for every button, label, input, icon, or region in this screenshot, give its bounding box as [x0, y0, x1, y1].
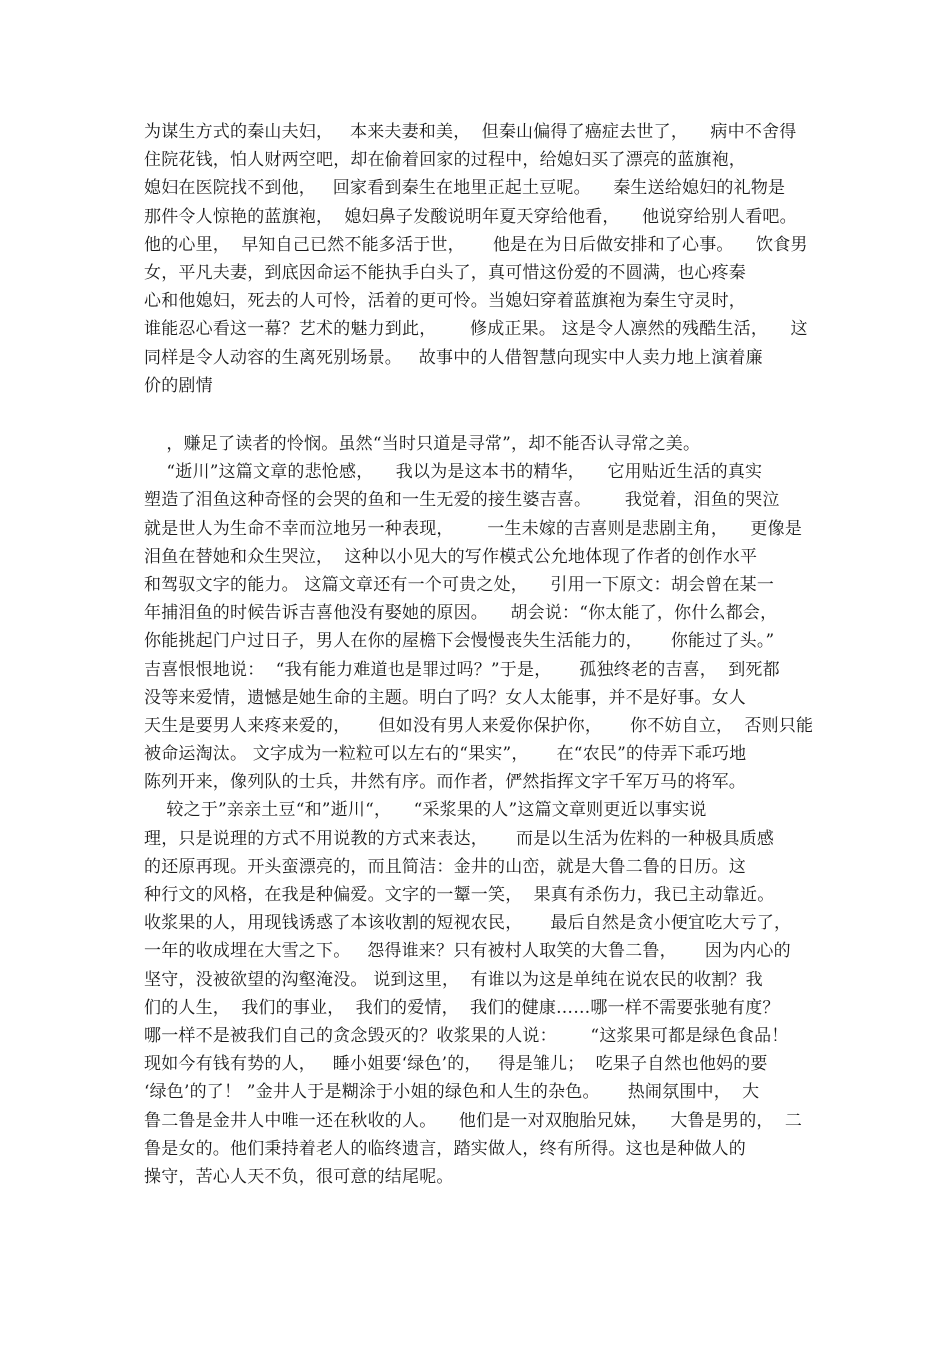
text-line: 年捕泪鱼的时候告诉吉喜他没有娶她的原因。 胡会说：“你太能了，你什么都会， [144, 603, 778, 624]
text-line: 为谋生方式的秦山夫妇， 本来夫妻和美， 但秦山偏得了癌症去世了， 病中不舍得 [144, 122, 797, 142]
paragraph-block-2 [144, 430, 824, 1191]
text-line: 住院花钱，怕人财两空吧，却在偷着回家的过程中，给媳妇买了漂亮的蓝旗袍， [144, 150, 746, 171]
text-line: 操守，苦心人天不负，很可意的结尾呢。 [144, 1166, 454, 1187]
text-line: 那件令人惊艳的蓝旗袍， 媳妇鼻子发酸说明年夏天穿给他看， 他说穿给别人看吧。 [144, 206, 797, 227]
text-line: 和驾驭文字的能力。 这篇文章还有一个可贵之处， 引用一下原文：胡会曾在某一 [144, 574, 775, 595]
text-line: 吉喜恨恨地说： “我有能力难道也是罪过吗？”于是， 孤独终老的吉喜， 到死都 [144, 659, 780, 680]
text-line: 鲁是女的。他们秉持着老人的临终遗言，踏实做人，终有所得。这也是种做人的 [144, 1138, 746, 1159]
text-line: 坚守，没被欲望的沟壑淹没。 说到这里， 有谁以为这是单纯在说农民的收割？我 [144, 969, 763, 990]
text-line: 媳妇在医院找不到他， 回家看到秦生在地里正起土豆呢。 秦生送给媳妇的礼物是 [144, 178, 786, 199]
text-line: 同样是令人动容的生离死别场景。 故事中的人借智慧向现实中人卖力地上演着廉 [144, 347, 763, 368]
text-line: 你能挑起门户过日子，男人在你的屋檐下会慢慢丧失生活能力的， 你能过了头。” [144, 631, 775, 652]
text-line: 陈列开来，像列队的士兵，井然有序。而作者，俨然指挥文字千军万马的将军。 [144, 772, 746, 793]
text-line: 一年的收成埋在大雪之下。 怨得谁来？只有被村人取笑的大鲁二鲁， 因为内心的 [144, 941, 791, 962]
text-line: ‘绿色’的了！ ”金井人于是糊涂于小姐的绿色和人生的杂色。 热闹氛围中， 大 [144, 1082, 760, 1103]
text-line: 较之于”亲亲土豆“和”逝川“， “采浆果的人”这篇文章则更近以事实说 [144, 800, 707, 821]
text-line: 现如今有钱有势的人， 睡小姐要‘绿色’的， 得是雏儿； 吃果子自然也他妈的要 [144, 1054, 768, 1075]
text-line: ，赚足了读者的怜悯。虽然“当时只道是寻常”，却不能否认寻常之美。 [144, 434, 701, 454]
text-line: 的还原再现。开头蛮漂亮的，而且简洁：金井的山峦，就是大鲁二鲁的日历。这 [144, 856, 746, 877]
text-line: 天生是要男人来疼来爱的， 但如没有男人来爱你保护你， 你不妨自立， 否则只能 [144, 715, 814, 736]
text-line: 心和他媳妇，死去的人可怜，活着的更可怜。当媳妇穿着蓝旗袍为秦生守灵时， [144, 291, 746, 312]
text-line: 理，只是说理的方式不用说教的方式来表达， 而是以生活为佐料的一种极具质感 [144, 828, 775, 849]
text-line: 鲁二鲁是金井人中唯一还在秋收的人。 他们是一对双胞胎兄妹， 大鲁是男的， 二 [144, 1110, 803, 1131]
paragraph-block-1 [144, 118, 824, 400]
text-line: 种行文的风格，在我是种偏爱。文字的一颦一笑， 果真有杀伤力，我已主动靠近。 [144, 885, 775, 905]
text-line: 他的心里， 早知自己已然不能多活于世， 他是在为日后做安排和了心事。 饮食男 [144, 234, 808, 255]
text-line: 谁能忍心看这一幕？艺术的魅力到此， 修成正果。 这是令人凛然的残酷生活， 这 [144, 319, 808, 340]
text-line: 女，平凡夫妻，到底因命运不能执手白头了，真可惜这份爱的不圆满，也心疼秦 [144, 262, 746, 283]
text-line: 泪鱼在替她和众生哭泣， 这种以小见大的写作模式公允地体现了作者的创作水平 [144, 546, 758, 567]
text-line: “逝川”这篇文章的悲怆感， 我以为是这本书的精华， 它用贴近生活的真实 [144, 462, 763, 483]
text-line: 哪一样不是被我们自己的贪念毁灭的？收浆果的人说： “这浆果可都是绿色食品！ [144, 1025, 789, 1046]
text-line: 价的剧情 [144, 375, 213, 396]
text-line: 塑造了泪鱼这种奇怪的会哭的鱼和一生无爱的接生婆吉喜。 我觉着，泪鱼的哭泣 [144, 490, 780, 511]
text-line: 被命运淘汰。 文字成为一粒粒可以左右的“果实”， 在“农民”的侍弄下乖巧地 [144, 744, 747, 765]
text-line: 就是世人为生命不幸而泣地另一种表现， 一生未嫁的吉喜则是悲剧主角， 更像是 [144, 518, 803, 539]
text-line: 没等来爱情，遗憾是她生命的主题。明白了吗？女人太能事，并不是好事。女人 [144, 687, 746, 708]
text-line: 收浆果的人，用现钱诱惑了本该收割的短视农民， 最后自然是贪小便宜吃大亏了， [144, 913, 792, 934]
text-line: 们的人生， 我们的事业， 我们的爱情， 我们的健康……哪一样不需要张驰有度？ [144, 997, 780, 1018]
